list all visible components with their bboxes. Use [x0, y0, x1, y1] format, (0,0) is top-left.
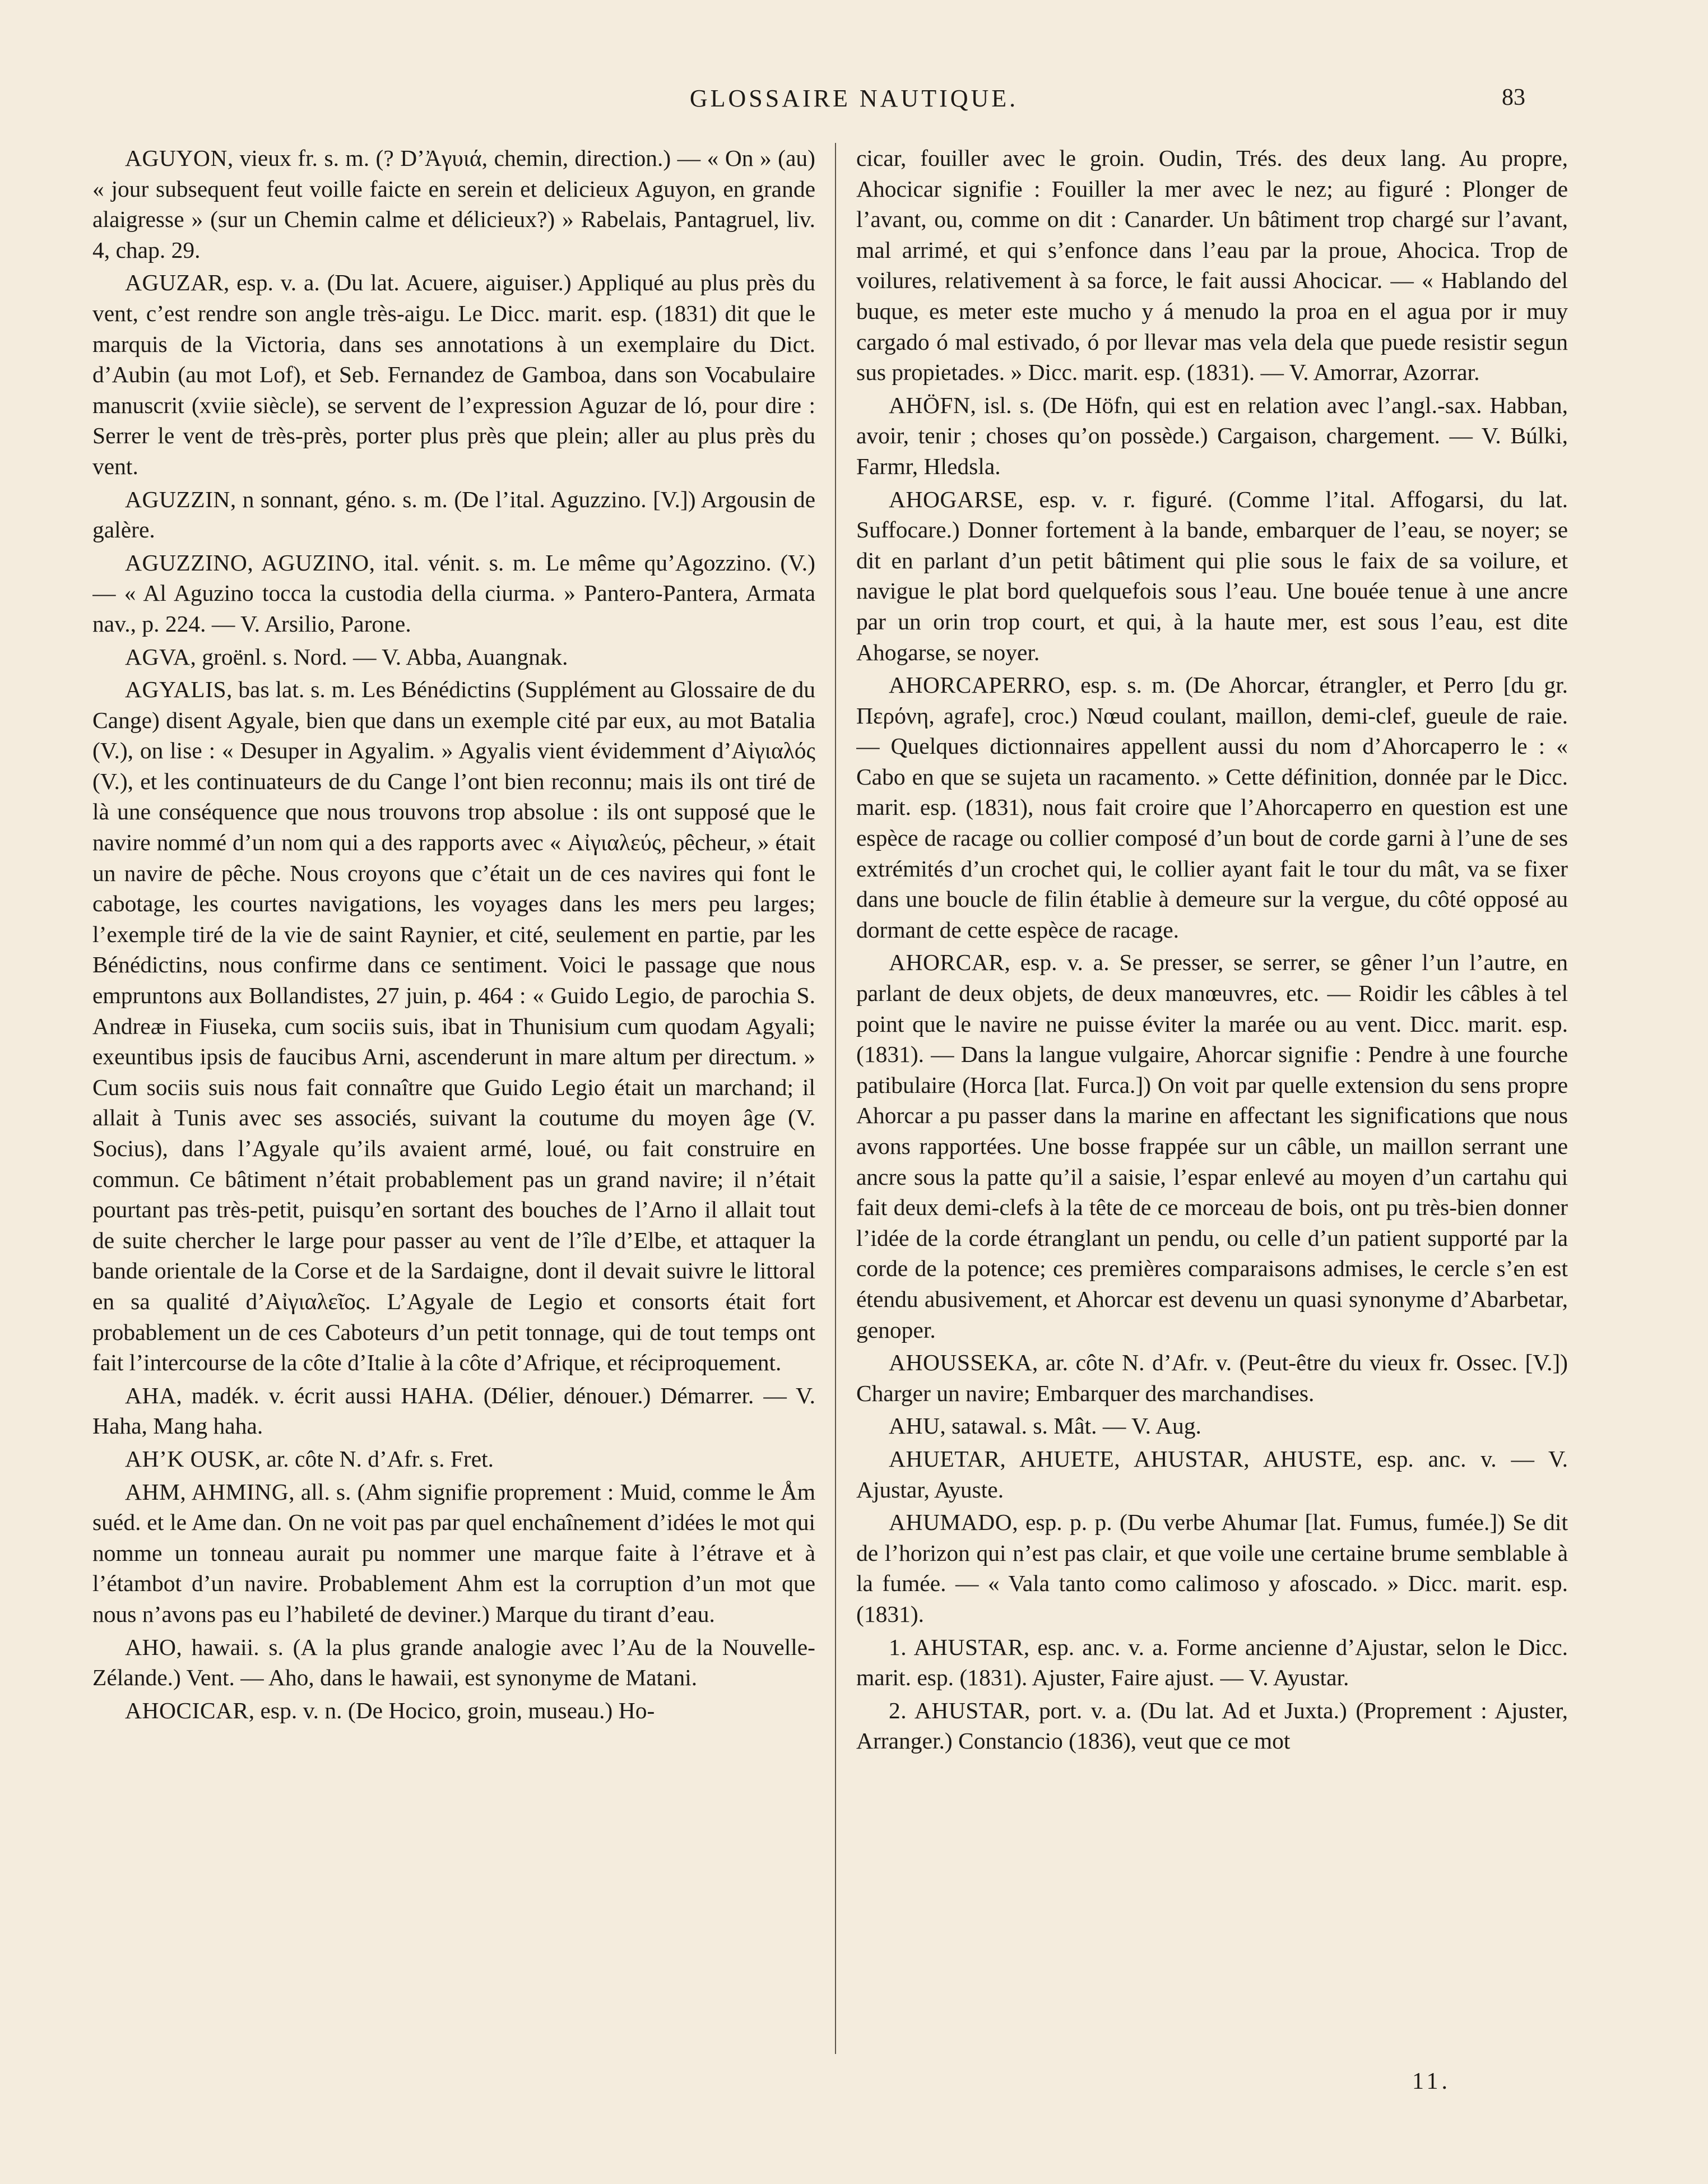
headword: AGUZAR — [125, 270, 224, 296]
entry — [92, 1695, 815, 1726]
entry — [856, 1632, 1568, 1693]
headword: AH’K OUSK — [125, 1445, 255, 1472]
entry-body: , esp. v. n. (De Hocico, groin, museau.) Ho- — [248, 1697, 655, 1723]
entry-body: cicar, fouiller avec le groin. Oudin, Trés. des deux lang. Au propre, Ahocicar signifie : Fouiller la mer avec le nez; au figuré : Plonger de l’avant, ou, comme on dit : Canarder. Un bâtiment trop chargé sur l’avant, mal arrimé, et qui s’enfonce dans l’eau par la proue, Ahocica. Trop de voilures, relativement à sa force, le fait aussi Ahocicar. — « Hablando del buque, es meter este mucho y á menudo la proa en el agua por ir muy cargado ó mal estivado, ó por llevar mas vela dela que puede resistir segun sus propietades. » Dicc. marit. esp. (1831). — V. Amorrar, Azorrar. — [856, 145, 1568, 386]
entry-body: , esp. v. r. figuré. (Comme l’ital. Affogarsi, du lat. Suffocare.) Donner fortement à la bande, embarquer de l’eau, se noyer; se dit en parlant d’un petit bâtiment qui plie sous le faix de sa voilure, et navigue le plat bord quelquefois sous l’eau. Une bouée tenue à une ancre par un orin trop court, et qui, à la haute mer, est sous l’eau, est dite Ahogarse, se noyer. — [856, 486, 1568, 665]
headword: 1. AHUSTAR — [889, 1634, 1024, 1660]
entry — [92, 143, 815, 265]
entry-continuation — [856, 143, 1568, 388]
headword: AGUZZIN — [125, 486, 230, 512]
entry-body: , esp. v. a. (Du lat. Acuere, aiguiser.) Appliqué au plus près du vent, c’est rendre son angle très-aigu. Le Dicc. marit. esp. (1831) dit que le marquis de la Victoria, dans ses annotations à un exemplaire du Dict. d’Aubin (au mot Lof), et Seb. Fernandez de Gamboa, dans son Vocabulaire manuscrit (xviie siècle), se servent de l’expression Aguzar de ló, pour dire : Serrer le vent de très-près, porter plus près que plein; aller au plus près du vent. — [92, 270, 815, 479]
entry-body: , ar. côte N. d’Afr. v. (Peut-être du vieux fr. Ossec. [V.]) Charger un navire; Embarquer des marchandises. — [856, 1350, 1568, 1406]
headword: AHORCAR — [889, 949, 1005, 976]
headword: 2. AHUSTAR — [889, 1697, 1025, 1723]
entry-body: , esp. v. a. Se presser, se serrer, se gêner l’un l’autre, en parlant de deux objets, de deux manœuvres, etc. — Roidir les câbles à tel point que le navire ne puisse éviter la marée ou au vent. Dicc. marit. esp. (1831). — Dans la langue vulgaire, Ahorcar signifie : Pendre à une fourche patibulaire (Horca [lat. Furca.]) On voit par quelle extension du sens propre Ahorcar a pu passer dans la marine en affectant les significations que nous avons rapportées. Une bosse frappée sur un câble, un maillon serrant une ancre sous la patte qu’il a saisie, l’espar enlevé au moyen d’un cartahu qui fait deux demi-clefs à la tête de ce morceau de bois, ont pu très-bien donner l’idée de la corde étranglant un pendu, ou celle d’un patient supporté par la corde de la potence; ces premières comparaisons admises, le cercle s’en est étendu abusivement, et Ahorcar est devenu un quasi synonyme d’Abarbetar, genoper. — [856, 949, 1568, 1343]
column-divider — [835, 143, 836, 2054]
left-column — [92, 143, 815, 2032]
headword: AHM, AHMING — [125, 1478, 289, 1505]
entry — [856, 670, 1568, 945]
entry — [92, 548, 815, 639]
entry-body: , esp. s. m. (De Ahorcar, étrangler, et Perro [du gr. Περόνη, agrafe], croc.) Nœud coulant, maillon, demi-clef, gueule de raie. — Quelques dictionnaires appellent aussi du nom d’Ahorcaperro le : « Cabo en que se sujeta un racamento. » Cette définition, donnée par le Dicc. marit. esp. (1831), nous fait croire que l’Ahorcaperro en question est une espèce de racage ou collier composé d’un bout de corde garni à l’une de ses extrémités d’un crochet qui, le collier ayant fait le tour du mât, va se fixer dans une boucle de filin établie à demeure sur la vergue, du côté opposé au dormant de cette espèce de racage. — [856, 672, 1568, 943]
entry-body: , isl. s. (De Höfn, qui est en relation avec l’angl.-sax. Habban, avoir, tenir ; choses qu’on possède.) Cargaison, chargement. — V. Búlki, Farmr, Hledsla. — [856, 392, 1568, 479]
entry-body: , satawal. s. Mât. — V. Aug. — [940, 1413, 1201, 1439]
entry — [856, 947, 1568, 1345]
headword: AHOCICAR — [125, 1697, 249, 1723]
entry — [92, 1477, 815, 1630]
headword: AHU — [889, 1413, 940, 1439]
headword: AGUZZINO, AGUZINO — [125, 549, 369, 576]
entry — [856, 484, 1568, 668]
entry-body: , all. s. (Ahm signifie proprement : Muid, comme le Åm suéd. et le Ame dan. On ne voit pas par quel enchaînement d’idées le mot qui nomme un tonneau aurait pu nommer une marque faite à l’étrave et à l’étambot d’un navire. Probablement Ahm est la corruption d’un mot que nous n’avons pas eu l’habileté de deviner.) Marque du tirant d’eau. — [92, 1478, 815, 1627]
entry-body: , vieux fr. s. m. (? D’Ἀγυιά, chemin, direction.) — « On » (au) « jour subsequent feut voille faicte en serein et delicieux Aguyon, en grande alaigresse » (sur un Chemin calme et délicieux?) » Rabelais, Pantagruel, liv. 4, chap. 29. — [92, 145, 815, 263]
entry-body: , esp. anc. v. a. Forme ancienne d’Ajustar, selon le Dicc. marit. esp. (1831). Ajuster, Faire ajust. — V. Ayustar. — [856, 1634, 1568, 1691]
entry-body: , madék. v. écrit aussi HAHA. (Délier, dénouer.) Démarrer. — V. Haha, Mang haha. — [92, 1382, 815, 1439]
entry-body: , esp. p. p. (Du verbe Ahumar [lat. Fumus, fumée.]) Se dit de l’horizon qui n’est pas clair, et que voile une certaine brume semblable à la fumée. — « Vala tanto como calimoso y afoscado. » Dicc. marit. esp. (1831). — [856, 1509, 1568, 1627]
running-title: GLOSSAIRE NAUTIQUE. — [689, 85, 1019, 112]
headword: AHUETAR, AHUETE, AHUSTAR, AHUSTE — [889, 1445, 1357, 1472]
headword: AGUYON — [125, 145, 228, 171]
entry — [92, 484, 815, 545]
headword: AHOGARSE — [889, 486, 1018, 512]
page-number: 83 — [1502, 85, 1525, 110]
entry-body: , ar. côte N. d’Afr. s. Fret. — [254, 1445, 494, 1472]
headword: AHUMADO — [889, 1509, 1013, 1536]
headword: AGVA — [125, 643, 191, 670]
entry-body: , bas lat. s. m. Les Bénédictins (Supplément au Glossaire de du Cange) disent Agyale, bien que dans un exemple cité par eux, au mot Batalia (V.), on lise : « Desuper in Agyalim. » Agyalis vient évidemment d’Αἰγιαλός (V.), et les continuateurs de du Cange l’ont bien reconnu; mais ils ont tiré de là une conséquence que nous trouvons trop absolue : ils ont supposé que le navire nommé d’un nom qui a des rapports avec « Αἰγιαλεύς, pêcheur, » était un navire de pêche. Nous croyons que c’était un de ces navires qui font le cabotage, les courtes navigations, les voyages dans les mers peu larges; l’exemple tiré de la vie de saint Raynier, et cité, seulement en partie, par les Bénédictins, nous confirme dans ce sentiment. Voici le passage que nous empruntons aux Bollandistes, 27 juin, p. 464 : « Guido Legio, de parochia S. Andreæ in Fiuseka, cum sociis suis, ibat in Thunisium cum quodam Agyali; exeuntibus ipsis de faucibus Arni, ascenderunt in mare altum per directum. » Cum sociis suis nous fait connaître que Guido Legio était un marchand; il allait à Tunis avec ses associés, suivant la coutume du moyen âge (V. Socius), dans l’Agyale qu’ils avaient armé, loué, ou fait construire en commun. Ce bâtiment n’était probablement pas un grand navire; il n’était pourtant pas très-petit, puisqu’en sortant des bouches de l’Arno il allait tout de suite chercher le large pour passer au vent de l’île d’Elbe, et attaquer la bande orientale de la Corse et de la Sardaigne, dont il devait suivre le littoral en sa qualité d’Αἰγιαλεῖος. L’Agyale de Legio et consorts était fort probablement un de ces Caboteurs d’un petit tonnage, qui de tout temps ont fait l’intercourse de la côte d’Italie à la côte d’Afrique, et réciproquement. — [92, 676, 815, 1376]
headword: AHOUSSEKA — [889, 1350, 1032, 1376]
entry — [856, 1695, 1568, 1756]
entry — [92, 1632, 815, 1693]
headword: AHORCAPERRO — [889, 672, 1065, 698]
entry — [92, 267, 815, 481]
entry — [92, 642, 815, 673]
entry — [856, 1411, 1568, 1441]
headword: AHÖFN — [889, 392, 971, 418]
entry-body: , n sonnant, géno. s. m. (De l’ital. Aguzzino. [V.]) Argousin de galère. — [92, 486, 815, 543]
headword: AHO — [125, 1634, 177, 1660]
entry — [92, 674, 815, 1378]
entry-body: , ital. vénit. s. m. Le même qu’Agozzino. (V.) — « Al Aguzino tocca la custodia della ciurma. » Pantero-Pantera, Armata nav., p. 224. — V. Arsilio, Parone. — [92, 549, 815, 637]
entry-body: , port. v. a. (Du lat. Ad et Juxta.) (Proprement : Ajuster, Arranger.) Constancio (1836), veut que ce mot — [856, 1697, 1568, 1754]
entry-body: , groënl. s. Nord. — V. Abba, Auangnak. — [190, 643, 568, 670]
entry — [856, 1507, 1568, 1629]
entry — [856, 1347, 1568, 1408]
entry — [92, 1380, 815, 1441]
headword: AGYALIS — [125, 676, 227, 703]
entry — [856, 1444, 1568, 1505]
entry-body: , esp. anc. v. — V. Ajustar, Ayuste. — [856, 1445, 1568, 1503]
entry — [92, 1444, 815, 1474]
right-column — [856, 143, 1568, 2032]
entry-body: , hawaii. s. (A la plus grande analogie avec l’Au de la Nouvelle-Zélande.) Vent. — Aho, dans le hawaii, est synonyme de Matani. — [92, 1634, 815, 1691]
entry — [856, 390, 1568, 482]
signature-mark: 11. — [1412, 2069, 1451, 2094]
headword: AHA — [125, 1382, 177, 1408]
